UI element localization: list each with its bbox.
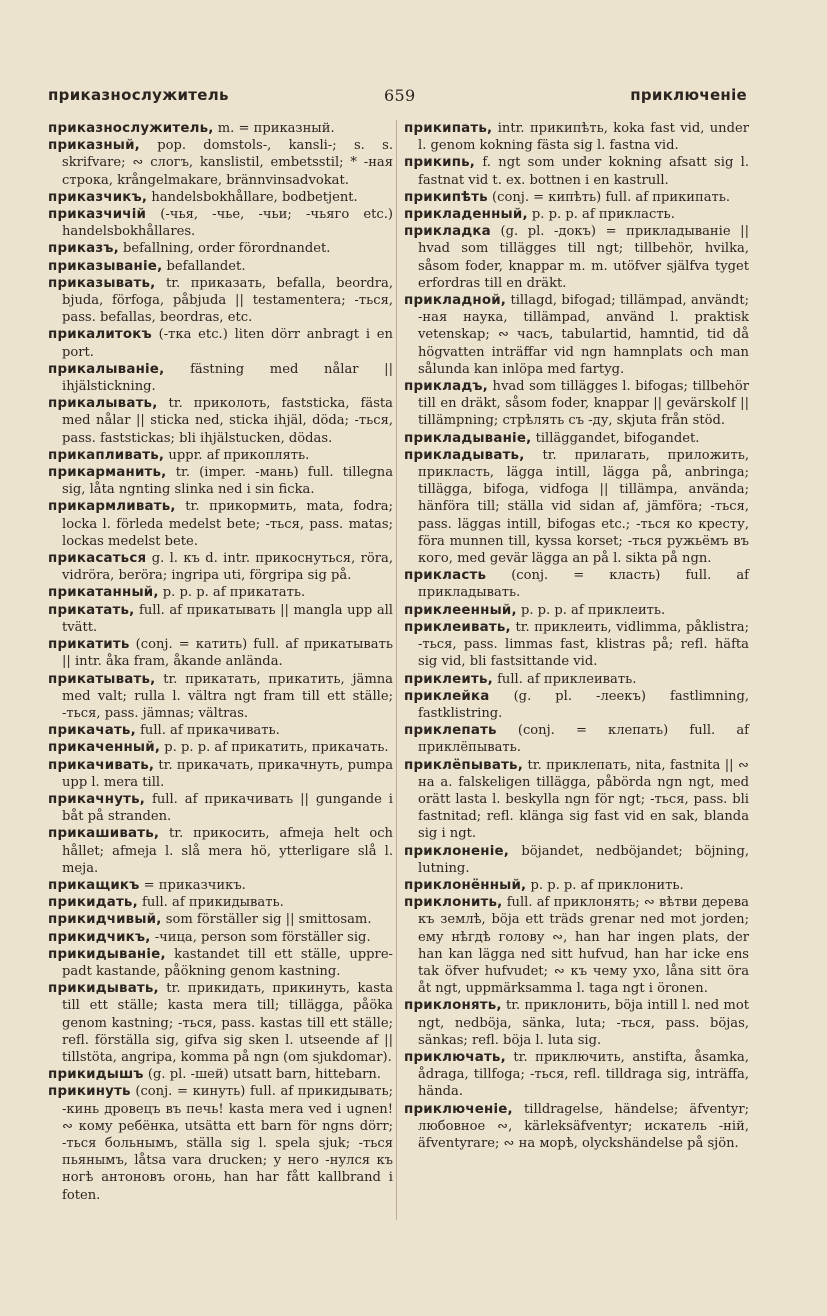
dictionary-entry <box>404 671 749 688</box>
entry-headword: прикладка <box>404 224 491 240</box>
entry-headword: прикидчивый, <box>48 912 162 928</box>
dictionary-entry <box>404 1101 749 1153</box>
entry-definition: p. p. p. af прикатать. <box>162 585 306 601</box>
entry-headword: приклонённый, <box>404 877 527 893</box>
entry-definition: full. af прикатывать || mangla upp all tvätt. <box>62 602 393 635</box>
entry-headword: прикидывать, <box>48 981 159 997</box>
entry-definition: tr. приклонить, böja intill l. ned mot ngt, nedböja, sänka, luta; -ться, pass. böjas, sänkas; refl. böja l. luta sig. <box>418 998 749 1048</box>
dictionary-entry <box>48 739 393 756</box>
dictionary-entry <box>404 189 749 206</box>
dictionary-entry <box>48 1066 393 1083</box>
dictionary-entry <box>404 843 749 877</box>
entry-headword: приказывать, <box>48 275 156 291</box>
entry-headword: прикидышъ <box>48 1067 144 1083</box>
column-divider <box>396 120 397 1220</box>
dictionary-entry <box>48 137 393 189</box>
entry-headword: приклеивать, <box>404 619 511 635</box>
dictionary-entry <box>48 911 393 928</box>
dictionary-entry <box>48 946 393 980</box>
dictionary-entry <box>404 602 749 619</box>
entry-headword: прикармливать, <box>48 499 176 515</box>
entry-definition: tr. прикатать, прикатить, jämna med valt; rulla l. vältra ngt fram till ett ställe; -ться, pass. jämnas; vältras. <box>62 671 393 721</box>
dictionary-entry <box>48 120 393 137</box>
entry-definition: full. af приклонять; ∾ вѣтви дерева къ землѣ, böja ett träds grenar ned mot jorden; ему нѣгдѣ голову ∾, han har ingen plats, der han kan lägga ned sitt hufvud, han har icke ens tak öfver hufvudet; ∾ къ чему ухо, låna sitt öra åt ngt, uppmärksamma l. taga ngt i öronen. <box>418 895 749 997</box>
entry-headword: прикипь, <box>404 155 476 171</box>
dictionary-entry <box>48 361 393 395</box>
entry-headword: приключать, <box>404 1049 506 1065</box>
entry-headword: прикарманить, <box>48 465 167 481</box>
dictionary-entry <box>48 584 393 601</box>
right-column <box>404 120 749 1152</box>
entry-headword: прикасаться <box>48 551 147 567</box>
entry-definition: befallandet. <box>166 258 246 274</box>
dictionary-entry <box>404 997 749 1049</box>
entry-definition: tr. прикидать, прикинуть, kasta till ett ställe; kasta mera till; tillägga, påöka genom kastning; -ться, pass. kastas till ett ställe; refl. förställa sig, gifva sig sken l. utseende af || tillstöta, angripa, komma på ngn (om sjukdomar). <box>62 981 393 1065</box>
entry-definition: tr. прикачать, прикачнуть, pumpa upp l. mera till. <box>62 757 393 790</box>
entry-definition: tr. приклепать, nita, fastnita || ∾ на a. falskeligen tillägga, påbörda ngn ngt, med orätt lasta l. beskylla ngn för ngt; -ться, pass. bli fastnitad; refl. klänga sig fast vid en sak, blanda sig i ngt. <box>418 757 749 842</box>
entry-definition: full. af прикачивать || gungande i båt på stranden. <box>62 791 393 825</box>
entry-headword: прикладной, <box>404 293 507 309</box>
entry-headword: прикипать, <box>404 121 493 136</box>
running-head-right: приключеніе <box>630 86 747 104</box>
entry-headword: прикладывать, <box>404 447 525 463</box>
dictionary-entry <box>404 378 749 430</box>
dictionary-entry <box>404 120 749 154</box>
entry-definition: hvad som tillägges l. bifogas; tillbehör till en dräkt, såsom foder, knappar || gevärskolf || tillämpning; стрѣлять съ -ду, skjuta från stöd. <box>418 379 749 429</box>
entry-headword: приказчичій <box>48 207 147 223</box>
entry-headword: прикипѣть <box>404 189 488 205</box>
entry-headword: прикащикъ <box>48 877 140 893</box>
entry-headword: прикласть <box>404 568 487 584</box>
entry-definition: böjandet, nedböjandet; böjning, lutning. <box>418 843 749 876</box>
entry-definition: tr. (imper. -мань) full. tillegna sig, låta ngnting slinka ned i sin ficka. <box>62 465 393 498</box>
entry-headword: прикидать, <box>48 895 138 911</box>
entry-definition: handelsbokhållare, bodbetjent. <box>151 189 358 205</box>
dictionary-entry <box>48 825 393 877</box>
dictionary-entry <box>48 757 393 791</box>
entry-definition: (conj. = класть) full. af прикладывать. <box>418 568 749 601</box>
dictionary-entry <box>48 206 393 240</box>
entry-headword: приказываніе, <box>48 258 163 274</box>
dictionary-entry <box>48 395 393 447</box>
entry-definition: tr. приклеить, vidlimma, påklistra; -ться, pass. limmas fast, klistras på; refl. häfta sig vid, bli fastsittande vid. <box>418 619 749 670</box>
dictionary-entry <box>404 447 749 567</box>
entry-headword: прикалывать, <box>48 396 158 412</box>
dictionary-entry <box>48 636 393 670</box>
dictionary-entry <box>404 430 749 447</box>
entry-definition: tr. прикормить, mata, fodra; locka l. förleda medelst bete; -ться, pass. matas; lockas medelst bete. <box>62 499 393 549</box>
dictionary-entry <box>404 894 749 997</box>
entry-definition: tr. прикосить, afmeja helt och hållet; afmeja l. slå mera hö, ytterligare slå l. meja. <box>62 826 393 876</box>
dictionary-entry <box>48 877 393 894</box>
page-number: 659 <box>384 86 416 105</box>
entry-headword: приклейка <box>404 688 490 704</box>
entry-definition: tr. прилагать, приложить, прикласть, lägga intill, lägga på, anbringa; tillägga, bifoga, vidfoga || tillämpa, använda; hänföra till; ställa vid sidan af, jämföra; -ться, pass. läggas intill, bifogas etc.; -ться ко кресту, föra munnen till, kyssa korset; -ться ружьёмъ въ кого, med gevär lägga an på l. sikta på ngn. <box>418 447 750 567</box>
entry-definition: (-чья, -чье, -чьи; -чьяго etc.) handelsbokhållares. <box>62 207 394 240</box>
dictionary-entry <box>404 722 749 756</box>
entry-headword: приклоненіе, <box>404 843 510 859</box>
dictionary-entry <box>48 671 393 723</box>
dictionary-entry <box>48 464 393 498</box>
entry-definition: fästning med nålar || ihjälstickning. <box>62 361 393 395</box>
entry-headword: приказчикъ, <box>48 189 148 205</box>
dictionary-entry <box>404 223 749 292</box>
left-column <box>48 120 393 1204</box>
entry-definition: full. af прикидывать. <box>142 895 284 911</box>
entry-headword: приключеніе, <box>404 1101 513 1117</box>
dictionary-entry <box>48 1083 393 1203</box>
entry-definition: m. = приказный. <box>217 121 335 136</box>
dictionary-entry <box>48 498 393 550</box>
entry-headword: приклепать <box>404 723 497 739</box>
entry-headword: прикидчикъ, <box>48 929 151 945</box>
entry-definition: p. p. p. af приклеить. <box>520 602 666 618</box>
entry-headword: приклеенный, <box>404 602 517 618</box>
entry-headword: прикидываніе, <box>48 946 166 962</box>
dictionary-entry <box>404 619 749 671</box>
dictionary-entry <box>48 447 393 464</box>
dictionary-entry <box>48 602 393 636</box>
dictionary-entry <box>48 189 393 206</box>
dictionary-entry <box>48 980 393 1066</box>
dictionary-entry <box>48 550 393 584</box>
dictionary-entry <box>48 240 393 257</box>
entry-definition: (g. pl. -шей) utsatt barn, hittebarn. <box>147 1067 381 1083</box>
entry-definition: (conj. = кинуть) full. af прикидывать; -кинь дровецъ въ печь! kasta mera ved i ugnen! ∾ кому ребёнка, utsätta ett barn för ngns dörr; -ться больнымъ, ställa sig l. spela sjuk; -ться пьянымъ, låtsa vara drucken; у него -нулся къ ногѣ антоновъ огонь, han har fått kallbrand i foten. <box>62 1084 394 1203</box>
entry-headword: прикатать, <box>48 602 135 618</box>
entry-headword: приклонить, <box>404 895 503 911</box>
entry-definition: tr. приколоть, faststicka, fästa med nålar || sticka ned, sticka ihjäl, döda; -ться, pass. faststickas; bli ihjälstucken, dödas. <box>62 396 393 446</box>
dictionary-entry <box>48 929 393 946</box>
dictionary-entry <box>404 567 749 601</box>
entry-definition: g. l. къ d. intr. прикоснуться, röra, vidröra, beröra; ingripa uti, förgripa sig på. <box>62 551 393 584</box>
entry-headword: прикалитокъ <box>48 327 152 343</box>
entry-definition: (conj. = кипѣть) full. af прикипать. <box>492 189 731 205</box>
entry-definition: pop. domstols-, kansli-; s. s. skrifvare; ∾ слогъ, kanslistil, embetsstil; * -ная строка, krångelmakare, brännvinsadvokat. <box>62 138 393 188</box>
dictionary-entry <box>404 688 749 722</box>
dictionary-entry <box>404 206 749 223</box>
entry-definition: kastandet till ett ställe, uppre-padt kastande, påökning genom kastning. <box>62 946 393 979</box>
entry-definition: p. p. p. af прикласть. <box>531 207 675 223</box>
entry-headword: прикинуть <box>48 1084 131 1100</box>
entry-definition: p. p. p. af приклонить. <box>530 877 684 893</box>
entry-definition: tilldragelse, händelse; äfventyr; любовное ∾, kärleksäfventyr; искатель -ній, äfventyrare; ∾ на морѣ, olyckshändelse på sjön. <box>418 1101 749 1151</box>
entry-headword: прикашивать, <box>48 826 160 842</box>
entry-headword: прикладываніе, <box>404 430 532 446</box>
entry-headword: приклёпывать, <box>404 757 523 773</box>
entry-definition: full. af прикачивать. <box>140 723 280 739</box>
entry-headword: приклеить, <box>404 671 493 687</box>
entry-headword: прикатанный, <box>48 585 159 601</box>
dictionary-entry <box>48 275 393 327</box>
entry-definition: full. af приклеивать. <box>497 671 637 687</box>
entry-definition: tilläggandet, bifogandet. <box>535 430 700 446</box>
entry-headword: приклонять, <box>404 998 502 1014</box>
entry-definition: tr. приказать, befalla, beordra, bjuda, förfoga, påbjuda || testamentera; -ться, pass. befallas, beordras, etc. <box>62 275 393 326</box>
entry-headword: прикапливать, <box>48 447 165 463</box>
entry-definition: tr. приключить, anstifta, åsamka, ådraga, tillfoga; -ться, refl. tilldraga sig, inträffa, hända. <box>418 1049 749 1100</box>
dictionary-entry <box>404 292 749 378</box>
entry-headword: прикачивать, <box>48 757 155 773</box>
dictionary-entry <box>48 326 393 360</box>
entry-headword: прикачать, <box>48 723 136 739</box>
entry-definition: -чица, person som förställer sig. <box>154 929 371 945</box>
dictionary-entry <box>404 1049 749 1101</box>
entry-headword: прикатить <box>48 637 130 653</box>
entry-definition: tillagd, bifogad; tillämpad, användt; -ная наука, tillämpad, använd l. praktisk vetenskap; ∾ часъ, tabulartid, hamntid, tid då högvatten inträffar vid ngn hamnplats och man sålunda kan inlöpa med fartyg. <box>418 293 749 377</box>
entry-definition: som förställer sig || smittosam. <box>165 912 372 928</box>
entry-definition: (conj. = катить) full. af прикатывать || intr. åka fram, åkande anlända. <box>62 637 393 670</box>
dictionary-entry <box>404 154 749 188</box>
entry-headword: прикалываніе, <box>48 361 165 377</box>
entry-definition: befallning, order förordnandet. <box>123 241 331 257</box>
entry-headword: приказнослужитель, <box>48 121 214 136</box>
entry-definition: p. p. p. af прикатить, прикачать. <box>164 740 389 756</box>
entry-headword: приказъ, <box>48 241 119 257</box>
entry-headword: прикаченный, <box>48 740 161 756</box>
entry-definition: uppr. af прикоплять. <box>168 447 310 463</box>
dictionary-entry <box>404 877 749 894</box>
entry-headword: прикачнуть, <box>48 791 146 807</box>
entry-definition: = приказчикъ. <box>143 877 246 893</box>
entry-headword: приказный, <box>48 138 140 154</box>
entry-headword: прикладъ, <box>404 379 488 395</box>
running-head-left: приказнослужитель <box>48 86 229 104</box>
entry-definition: (g. pl. -леекъ) fastlimning, fastklistring. <box>418 688 749 721</box>
dictionary-entry <box>48 722 393 739</box>
dictionary-entry <box>404 757 749 843</box>
dictionary-entry <box>48 894 393 911</box>
entry-definition: (conj. = клепать) full. af приклёпывать. <box>418 723 749 756</box>
entry-headword: прикатывать, <box>48 671 156 687</box>
entry-definition: f. ngt som under kokning afsatt sig l. fastnat vid t. ex. bottnen i en kastrull. <box>418 155 749 188</box>
entry-definition: (-тка etc.) liten dörr anbragt i en port. <box>62 327 393 360</box>
entry-definition: intr. прикипѣть, koka fast vid, under l. genom kokning fästa sig l. fastna vid. <box>418 121 750 154</box>
dictionary-entry <box>48 258 393 275</box>
dictionary-entry <box>48 791 393 825</box>
entry-headword: прикладенный, <box>404 207 528 223</box>
entry-definition: (g. pl. -докъ) = прикладываніе || hvad som tillägges till ngt; tillbehör, hvilka, såsom foder, knappar m. m. utöfver själfva tyget erfordras till en dräkt. <box>418 224 749 291</box>
